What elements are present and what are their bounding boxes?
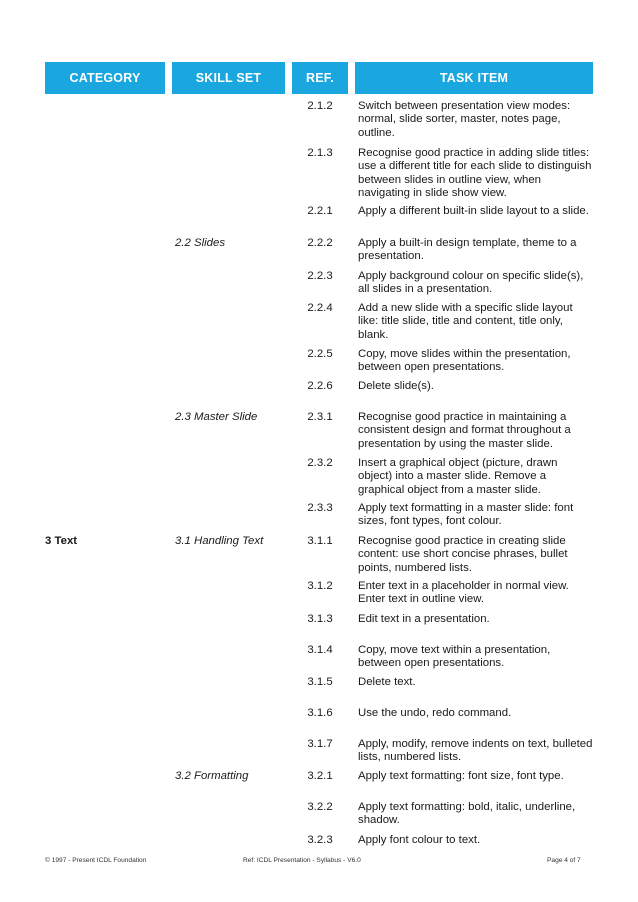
- task-cell: Recognise good practice in creating slide content: use short concise phrases, bullet points, numbered lists.: [358, 535, 568, 574]
- header-task-item: TASK ITEM: [355, 62, 593, 94]
- ref-cell: 2.2.5: [307, 348, 333, 360]
- ref-cell: 2.3.3: [307, 502, 333, 514]
- ref-cell: 3.2.3: [307, 834, 333, 846]
- header-ref: REF.: [292, 62, 348, 94]
- ref-cell: 2.2.3: [307, 270, 333, 282]
- task-cell: Apply background colour on specific slide(s), all slides in a presentation.: [358, 270, 584, 296]
- skill-set-label: 3.2 Formatting: [175, 770, 249, 782]
- task-cell: Apply text formatting: bold, italic, underline, shadow.: [358, 801, 576, 827]
- task-cell: Copy, move slides within the presentation, between open presentations.: [358, 348, 571, 374]
- ref-cell: 2.2.1: [307, 205, 333, 217]
- category-label: 3 Text: [45, 535, 78, 547]
- task-cell: Apply a built-in design template, theme to a presentation.: [358, 237, 577, 263]
- skill-set-label: 2.3 Master Slide: [175, 411, 258, 423]
- ref-cell: 3.1.5: [307, 676, 333, 688]
- task-cell: Apply text formatting: font size, font type.: [358, 770, 564, 782]
- ref-cell: 2.2.4: [307, 302, 333, 314]
- task-cell: Apply, modify, remove indents on text, bulleted lists, numbered lists.: [358, 738, 593, 764]
- task-cell: Add a new slide with a specific slide layout like: title slide, title and content, title only, blank.: [358, 302, 573, 341]
- task-cell: Recognise good practice in maintaining a consistent design and format throughout a presentation by using the master slide.: [358, 411, 571, 450]
- task-cell: Recognise good practice in adding slide titles: use a different title for each slide to distinguish between slides in outline view, when navigating in slide show view.: [358, 147, 592, 199]
- ref-cell: 2.3.1: [307, 411, 333, 423]
- footer-page-number: Page 4 of 7: [547, 857, 581, 864]
- task-cell: Enter text in a placeholder in normal view. Enter text in outline view.: [358, 580, 569, 606]
- task-cell: Insert a graphical object (picture, drawn object) into a master slide. Remove a graphical object from a master slide.: [358, 457, 558, 496]
- task-cell: Delete text.: [358, 676, 416, 688]
- skill-set-label: 2.2 Slides: [175, 237, 226, 249]
- ref-cell: 3.2.1: [307, 770, 333, 782]
- task-cell: Apply a different built-in slide layout to a slide.: [358, 205, 589, 217]
- ref-cell: 3.1.1: [307, 535, 333, 547]
- footer-reference: Ref: ICDL Presentation - Syllabus - V6.0: [243, 857, 361, 864]
- ref-cell: 3.2.2: [307, 801, 333, 813]
- skill-set-label: 3.1 Handling Text: [175, 535, 264, 547]
- task-cell: Apply text formatting in a master slide: font sizes, font types, font colour.: [358, 502, 574, 528]
- header-category: CATEGORY: [45, 62, 165, 94]
- footer-copyright: © 1997 - Present ICDL Foundation: [45, 857, 147, 864]
- task-cell: Apply font colour to text.: [358, 834, 481, 846]
- task-cell: Use the undo, redo command.: [358, 707, 512, 719]
- ref-cell: 3.1.7: [307, 738, 333, 750]
- ref-cell: 3.1.4: [307, 644, 333, 656]
- ref-cell: 3.1.3: [307, 613, 333, 625]
- ref-cell: 2.2.2: [307, 237, 333, 249]
- ref-cell: 2.1.3: [307, 147, 333, 159]
- header-skill-set: SKILL SET: [172, 62, 285, 94]
- task-cell: Edit text in a presentation.: [358, 613, 490, 625]
- ref-cell: 3.1.6: [307, 707, 333, 719]
- ref-cell: 2.2.6: [307, 380, 333, 392]
- ref-cell: 2.1.2: [307, 100, 333, 112]
- ref-cell: 2.3.2: [307, 457, 333, 469]
- task-cell: Delete slide(s).: [358, 380, 434, 392]
- task-cell: Copy, move text within a presentation, between open presentations.: [358, 644, 551, 670]
- task-cell: Switch between presentation view modes: normal, slide sorter, master, notes page, outline.: [358, 100, 571, 139]
- ref-cell: 3.1.2: [307, 580, 333, 592]
